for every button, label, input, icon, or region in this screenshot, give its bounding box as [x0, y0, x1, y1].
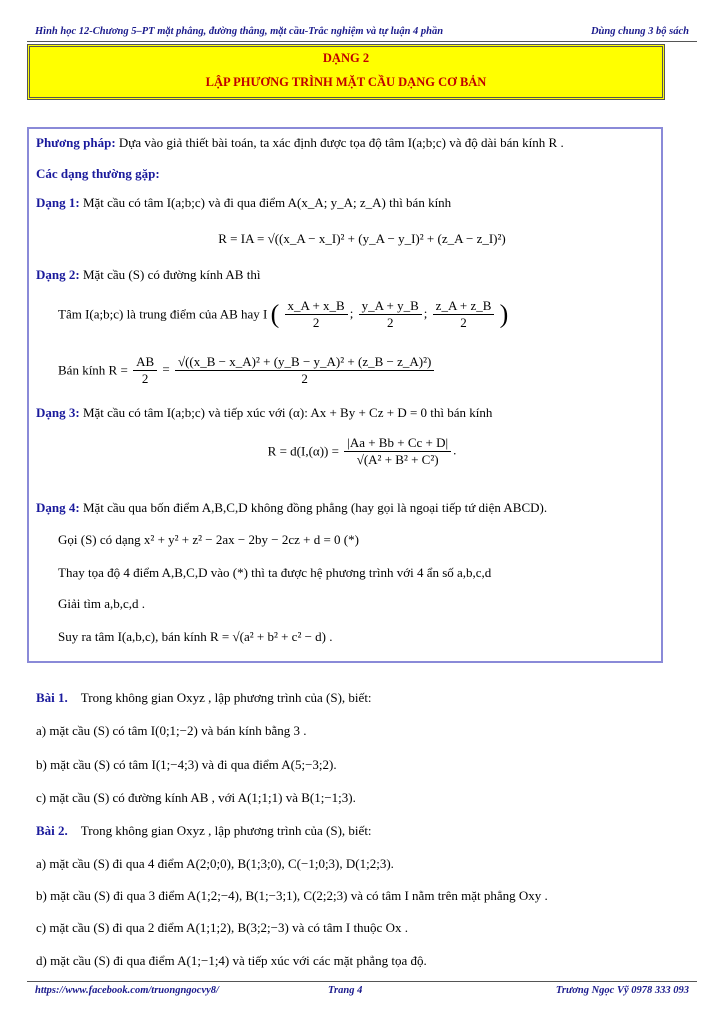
exercise1-c: c) mặt cầu (S) có đường kính AB , với A(1;1;1) và B(1;−1;3).	[36, 790, 356, 805]
header-divider	[27, 41, 697, 42]
form4-step2: Thay tọa độ 4 điểm A,B,C,D vào (*) thì ta được hệ phương trình với 4 ẩn số a,b,c,d	[58, 565, 492, 580]
form2-center: Tâm I(a;b;c) là trung điểm của AB hay I ( $\frac{x\_A + x\_B}{2}$ ; $\frac{y\_A + y\_B}{2}$ ; $\frac{z\_A + z\_B}{2}$ )	[58, 298, 509, 330]
exercise1-a: a) mặt cầu (S) có tâm I(0;1;−2) và bán kính bằng 3 .	[36, 723, 307, 738]
form4-step4: Suy ra tâm I(a,b,c), bán kính R = √(a² + b² + c² − d) .	[58, 629, 333, 644]
common-forms-heading: Các dạng thường gặp:	[36, 166, 160, 181]
form2-line: Dạng 2: Mặt cầu (S) có đường kính AB thì	[36, 267, 261, 282]
form1-formula: R = IA = √((x_A − x_I)² + (y_A − y_I)² + (z_A − z_I)²)	[218, 231, 506, 246]
footer-divider	[27, 981, 697, 982]
exercise2-c: c) mặt cầu (S) đi qua 2 điểm A(1;1;2), B(3;2;−3) và có tâm I thuộc Ox .	[36, 920, 408, 935]
section-banner	[27, 44, 665, 100]
form4-step3: Giải tìm a,b,c,d .	[58, 596, 146, 611]
header-right: Dùng chung 3 bộ sách	[590, 26, 689, 37]
exercise2-a: a) mặt cầu (S) đi qua 4 điểm A(2;0;0), B(1;3;0), C(−1;0;3), D(1;2;3).	[36, 856, 394, 871]
exercise1-heading: Bài 1. Trong không gian Oxyz , lập phương trình của (S), biết:	[36, 690, 372, 705]
page-header	[35, 26, 689, 41]
method-line: Phương pháp: Dựa vào giả thiết bài toán, ta xác định được tọa độ tâm I(a;b;c) và độ dài bán kính R .	[36, 135, 564, 150]
form4-step1: Gọi (S) có dạng x² + y² + z² − 2ax − 2by − 2cz + d = 0 (*)	[58, 532, 359, 547]
form1-line: Dạng 1: Mặt cầu có tâm I(a;b;c) và đi qua điểm A(x_A; y_A; z_A) thì bán kính	[36, 195, 452, 210]
exercise2-d: d) mặt cầu (S) đi qua điểm A(1;−1;4) và tiếp xúc với các mặt phẳng tọa độ.	[36, 953, 427, 968]
form3-line: Dạng 3: Mặt cầu có tâm I(a;b;c) và tiếp xúc với (α): Ax + By + Cz + D = 0 thì bán kính	[36, 405, 493, 420]
footer-author: Trương Ngọc Vỹ 0978 333 093	[555, 985, 689, 996]
exercise2-heading: Bài 2. Trong không gian Oxyz , lập phương trình của (S), biết:	[36, 823, 372, 838]
banner-subtitle: LẬP PHƯƠNG TRÌNH MẶT CẦU DẠNG CƠ BẢN	[205, 75, 487, 89]
page-number: Trang 4	[328, 985, 363, 996]
exercise1-b: b) mặt cầu (S) có tâm I(1;−4;3) và đi qua điểm A(5;−3;2).	[36, 757, 337, 772]
banner-title: DẠNG 2	[322, 51, 370, 65]
footer-link[interactable]: https://www.facebook.com/truongngocvy8/	[35, 985, 219, 996]
header-left: Hình học 12-Chương 5–PT mặt phẳng, đường thẳng, mặt cầu-Trắc nghiệm và tự luận 4 phần	[35, 26, 444, 37]
form3-formula: R = d(I,(α)) = $\frac{|Aa + Bb + Cc + D|}{\text{√(A² + B² + C²)}}$ .	[267, 435, 457, 467]
form2-radius: Bán kính R = $\frac{AB}{2}$ = $\frac{\text{√((x\_B − x\_A)² + (y\_B − y\_A)² + (z\_B − z\_A)²)}}{2}$	[58, 354, 436, 387]
form4-line: Dạng 4: Mặt cầu qua bốn điểm A,B,C,D không đồng phẳng (hay gọi là ngoại tiếp tứ diện ABCD).	[36, 500, 548, 515]
exercise2-b: b) mặt cầu (S) đi qua 3 điểm A(1;2;−4), B(1;−3;1), C(2;2;3) và có tâm I nằm trên mặt phẳng Oxy .	[36, 888, 548, 903]
